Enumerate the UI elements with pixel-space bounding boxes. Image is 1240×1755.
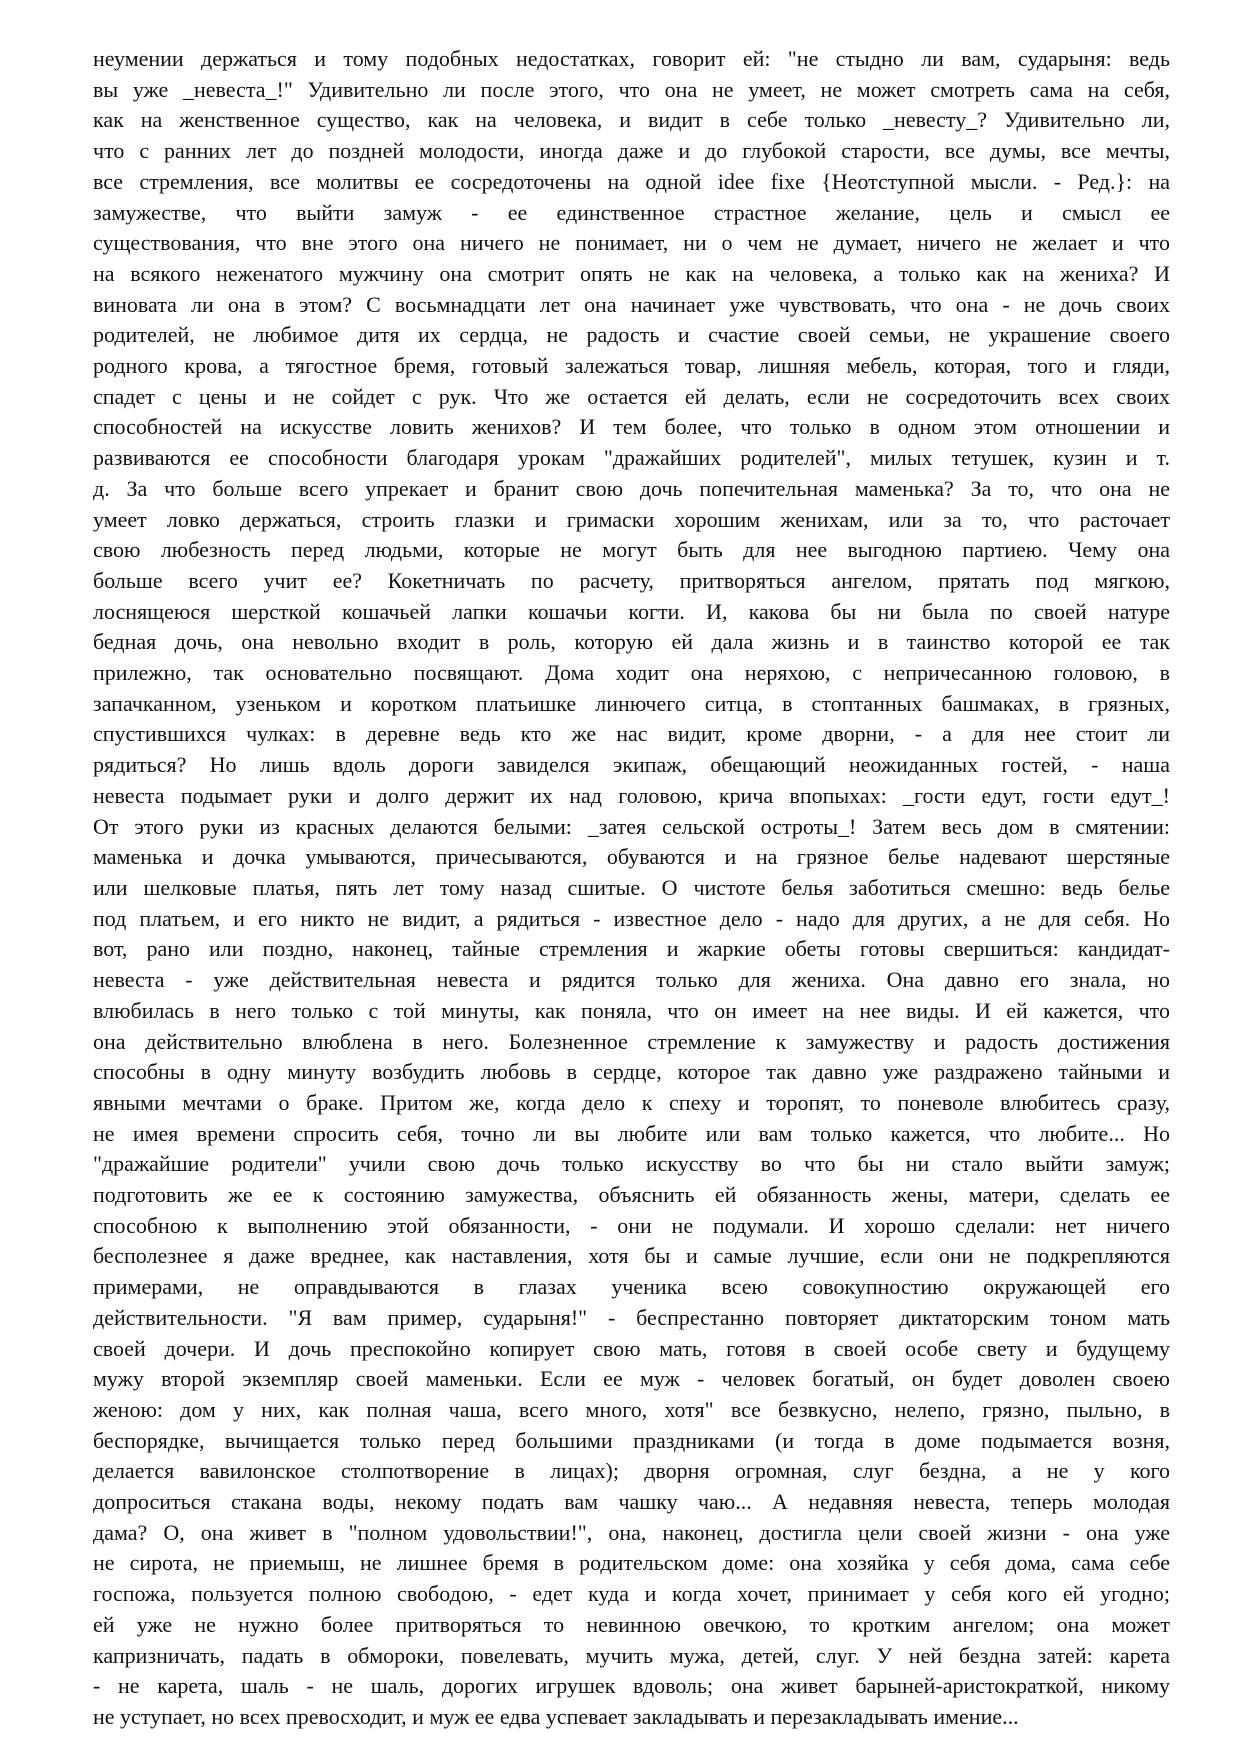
text-line: свою любезность перед людьми, которые не могут быть для нее выгодною партиею. Чему она bbox=[93, 537, 1170, 563]
text-line: капризничать, падать в обмороки, повелевать, мучить мужа, детей, слуг. У ней бездна затей: карета bbox=[93, 1642, 1170, 1668]
text-line: запачканном, узеньком и коротком платьишке линючего ситца, в стоптанных башмаках, в грязных, bbox=[93, 690, 1170, 716]
text-line: допроситься стакана воды, некому подать вам чашку чаю... А недавняя невеста, теперь молодая bbox=[93, 1489, 1170, 1515]
text-line: невеста - уже действительная невеста и рядится только для жениха. Она давно его знала, но bbox=[93, 967, 1170, 993]
text-line: существования, что вне этого она ничего не понимает, ни о чем не думает, ничего не желает и что bbox=[93, 230, 1170, 256]
text-line: замужестве, что выйти замуж - ее единственное страстное желание, цель и смысл ее bbox=[93, 199, 1170, 225]
text-line: под платьем, и его никто не видит, а рядиться - известное дело - надо для других, а не для себя. Но bbox=[93, 905, 1170, 931]
text-line: больше всего учит ее? Кокетничать по расчету, притворяться ангелом, прятать под мягкою, bbox=[93, 567, 1170, 593]
text-line: лоснящеюся шерсткой кошачьей лапки кошачьи когти. И, какова бы ни была по своей натуре bbox=[93, 598, 1170, 624]
text-line: рядиться? Но лишь вдоль дороги завиделся экипаж, обещающий неожиданных гостей, - наша bbox=[93, 752, 1170, 778]
text-line: влюбилась в него только с той минуты, как поняла, что он имеет на нее виды. И ей кажется, что bbox=[93, 997, 1170, 1023]
text-line: дама? О, она живет в "полном удовольствии!", она, наконец, достигла цели своей жизни - она уже bbox=[93, 1519, 1170, 1545]
text-line: способностей на искусстве ловить женихов? И тем более, что только в одном этом отношении и bbox=[93, 414, 1170, 440]
text-line: - не карета, шаль - не шаль, дорогих игрушек вдоволь; она живет барыней-аристократкой, никому bbox=[93, 1673, 1170, 1699]
text-line: вот, рано или поздно, наконец, тайные стремления и жаркие обеты готовы свершиться: кандидат- bbox=[93, 936, 1170, 962]
text-line: родного крова, а тягостное бремя, готовый залежаться товар, лишняя мебель, которая, того и гляди, bbox=[93, 353, 1170, 379]
text-line: вы уже _невеста_!" Удивительно ли после этого, что она не умеет, не может смотреть сама на себя, bbox=[93, 76, 1170, 102]
text-line: ей уже не нужно более притворяться то невинною овечкою, то кротким ангелом; она может bbox=[93, 1611, 1170, 1637]
text-line: или шелковые платья, пять лет тому назад сшитые. О чистоте белья заботиться смешно: ведь белье bbox=[93, 874, 1170, 900]
text-line: примерами, не оправдываются в глазах ученика всею совокупностию окружающей его bbox=[93, 1274, 1170, 1300]
text-line: действительности. "Я вам пример, сударыня!" - беспрестанно повторяет диктаторским тоном мать bbox=[93, 1304, 1170, 1330]
text-line: прилежно, так основательно посвящают. Дома ходит она неряхою, с непричесанною головою, в bbox=[93, 660, 1170, 686]
text-line: способною к выполнению этой обязанности, - они не подумали. И хорошо сделали: нет ничего bbox=[93, 1212, 1170, 1238]
text-line: подготовить же ее к состоянию замужества, объяснить ей обязанность жены, матери, сделать ее bbox=[93, 1182, 1170, 1208]
text-line: как на женственное существо, как на человека, и видит в себе только _невесту_? Удивительно ли, bbox=[93, 107, 1170, 133]
text-line: своей дочери. И дочь преспокойно копирует свою мать, готовя в своей особе свету и будущему bbox=[93, 1335, 1170, 1361]
text-line: она действительно влюблена в него. Болезненное стремление к замужеству и радость достижения bbox=[93, 1028, 1170, 1054]
text-line: способны в одну минуту возбудить любовь в сердце, которое так давно уже раздражено тайными и bbox=[93, 1059, 1170, 1085]
text-line: развиваются ее способности благодаря урокам "дражайших родителей", милых тетушек, кузин и т. bbox=[93, 445, 1170, 471]
text-line: не имея времени спросить себя, точно ли вы любите или вам только кажется, что любите... Но bbox=[93, 1120, 1170, 1146]
text-line: маменька и дочка умываются, причесываются, обуваются и на грязное белье надевают шерстяные bbox=[93, 844, 1170, 870]
text-line: беспорядке, вычищается только перед большими праздниками (и тогда в доме подымается возня, bbox=[93, 1427, 1170, 1453]
text-line: "дражайшие родители" учили свою дочь только искусству во что бы ни стало выйти замуж; bbox=[93, 1151, 1170, 1177]
text-line: невеста подымает руки и долго держит их над головою, крича впопыхах: _гости едут, гости едут_! bbox=[93, 782, 1170, 808]
text-line: не уступает, но всех превосходит, и муж ее едва успевает закладывать и перезакладывать имение... bbox=[93, 1703, 1019, 1729]
text-line: бедная дочь, она невольно входит в роль, которую ей дала жизнь и в таинство которой ее так bbox=[93, 629, 1170, 655]
text-line: умеет ловко держаться, строить глазки и гримаски хорошим женихам, или за то, что расточает bbox=[93, 506, 1170, 532]
body-text bbox=[93, 44, 1170, 1733]
text-line: неумении держаться и тому подобных недостатках, говорит ей: "не стыдно ли вам, сударыня: ведь bbox=[93, 46, 1170, 71]
text-line: родителей, не любимое дитя их сердца, не радость и счастие своей семьи, не украшение своего bbox=[93, 322, 1170, 348]
text-line: мужу второй экземпляр своей маменьки. Если ее муж - человек богатый, он будет доволен своею bbox=[93, 1366, 1170, 1392]
text-line: все стремления, все молитвы ее сосредоточены на одной idee fixe {Неотступной мысли. - Ред.}: на bbox=[93, 168, 1170, 194]
text-line: д. За что больше всего упрекает и бранит свою дочь попечительная маменька? За то, что она не bbox=[93, 475, 1170, 501]
text-line: не сирота, не приемыш, не лишнее бремя в родительском доме: она хозяйка у себя дома, сама себе bbox=[93, 1550, 1170, 1576]
text-line: От этого руки из красных делаются белыми: _затея сельской остроты_! Затем весь дом в смятении: bbox=[93, 813, 1170, 839]
text-line: бесполезнее я даже вреднее, как наставления, хотя бы и самые лучшие, если они не подкрепляются bbox=[93, 1243, 1170, 1269]
text-line: что с ранних лет до поздней молодости, иногда даже и до глубокой старости, все думы, все мечты, bbox=[93, 138, 1170, 164]
text-line: госпожа, пользуется полною свободою, - едет куда и когда хочет, принимает у себя кого ей угодно; bbox=[93, 1581, 1170, 1607]
text-line: делается вавилонское столпотворение в лицах); дворня огромная, слуг бездна, а не у кого bbox=[93, 1458, 1170, 1484]
text-line: на всякого неженатого мужчину она смотрит опять не как на человека, а только как на жениха? И bbox=[93, 260, 1170, 286]
text-line: спадет с цены и не сойдет с рук. Что же остается ей делать, если не сосредоточить всех своих bbox=[93, 383, 1170, 409]
text-line: виновата ли она в этом? С восьмнадцати лет она начинает уже чувствовать, что она - не дочь своих bbox=[93, 291, 1170, 317]
text-line: женою: дом у них, как полная чаша, всего много, хотя" все безвкусно, нелепо, грязно, пыльно, в bbox=[93, 1396, 1170, 1422]
text-line: спустившихся чулках: в деревне ведь кто же нас видит, кроме дворни, - а для нее стоит ли bbox=[93, 721, 1170, 747]
text-line: явными мечтами о браке. Притом же, когда дело к спеху и торопят, то поневоле влюбитесь сразу, bbox=[93, 1089, 1170, 1115]
